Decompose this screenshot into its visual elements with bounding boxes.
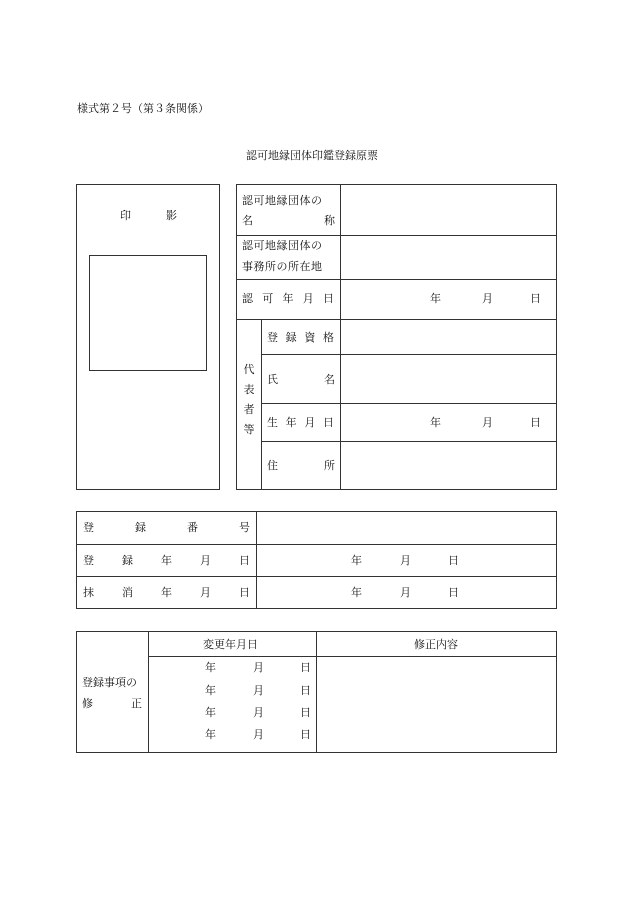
registration-col-divider: [256, 511, 257, 609]
representative-label-char: 等: [243, 423, 255, 436]
approval-date-label-char: 年: [282, 292, 294, 305]
amendment-row-label-line1: 登録事項の: [82, 676, 137, 689]
year-unit: 年: [205, 661, 216, 674]
birth-date-label-char: 月: [304, 416, 316, 429]
registration-number-field[interactable]: [258, 513, 555, 543]
registration-date-field[interactable]: [351, 555, 461, 567]
erase-date-label-char: 抹: [83, 586, 94, 599]
registration-date-label: [83, 555, 250, 566]
erase-date-label: [83, 587, 250, 598]
info-row-divider: [236, 279, 557, 280]
amendment-col-divider: [316, 631, 317, 753]
registration-number-label-char: 号: [239, 521, 250, 534]
registration-date-label-char: 登: [83, 554, 94, 567]
office-label-line2: 事務所の所在地: [242, 260, 323, 273]
page-title: 認可地縁団体印鑑登録原票: [246, 149, 378, 162]
org-name-label-char1: 名: [242, 214, 253, 227]
registration-date-label-char: 年: [161, 554, 172, 567]
rep-name-field[interactable]: [342, 356, 555, 402]
year-unit: 年: [205, 684, 216, 697]
erase-date-label-char: 年: [161, 586, 172, 599]
day-unit: 日: [448, 586, 459, 599]
qualification-label-char: 登: [267, 331, 278, 344]
day-unit: 日: [300, 684, 311, 697]
year-unit: 年: [430, 416, 441, 429]
change-date-field[interactable]: [205, 685, 311, 697]
month-unit: 月: [482, 416, 493, 429]
org-name-label-line1: 認可地縁団体の: [242, 194, 323, 207]
year-unit: 年: [430, 292, 441, 305]
registration-number-label-char: 録: [135, 521, 146, 534]
representative-label-char: 代: [243, 363, 255, 376]
seal-label-1: 印: [120, 209, 131, 222]
qualification-label-char: 格: [322, 331, 334, 344]
month-unit: 月: [253, 661, 264, 674]
qualification-field[interactable]: [342, 321, 555, 353]
info-row-divider: [236, 319, 557, 320]
day-unit: 日: [530, 292, 541, 305]
qualification-label-char: 資: [304, 331, 316, 344]
day-unit: 日: [530, 416, 541, 429]
registration-row-divider: [76, 544, 557, 545]
amendment-row-label-char1: 修: [82, 697, 93, 710]
day-unit: 日: [300, 706, 311, 719]
day-unit: 日: [448, 554, 459, 567]
approval-date-label-char: 可: [262, 292, 274, 305]
info-row-divider: [261, 441, 557, 442]
month-unit: 月: [482, 292, 493, 305]
info-row-divider: [261, 354, 557, 355]
erase-date-field[interactable]: [351, 587, 461, 599]
erase-date-label-char: 日: [239, 586, 250, 599]
rep-name-label-char2: 名: [324, 373, 335, 386]
org-name-label-char2: 称: [324, 214, 335, 227]
year-unit: 年: [351, 586, 362, 599]
content-header: 修正内容: [414, 638, 458, 651]
approval-date-label-char: 認: [242, 292, 253, 305]
form-number: 様式第２号（第３条関係）: [77, 102, 209, 115]
month-unit: 月: [400, 586, 411, 599]
representative-label-char: 表: [243, 383, 255, 396]
approval-date-label: [242, 293, 334, 304]
amendment-row-label-char2: 正: [131, 697, 142, 710]
month-unit: 月: [253, 706, 264, 719]
seal-label-2: 影: [166, 209, 177, 222]
change-date-field[interactable]: [205, 707, 311, 719]
registration-date-label-char: 録: [122, 554, 133, 567]
change-date-field[interactable]: [205, 729, 311, 741]
amendment-header-divider: [148, 656, 557, 657]
approval-date-label-char: 月: [302, 292, 314, 305]
birth-date-label: [267, 417, 334, 428]
year-unit: 年: [205, 706, 216, 719]
registration-number-label: [83, 522, 250, 533]
day-unit: 日: [300, 728, 311, 741]
qualification-label: [267, 332, 334, 343]
month-unit: 月: [253, 684, 264, 697]
address-label-char2: 所: [324, 459, 335, 472]
qualification-label-char: 録: [285, 331, 297, 344]
year-unit: 年: [205, 728, 216, 741]
representative-label: [243, 362, 255, 438]
day-unit: 日: [300, 661, 311, 674]
address-field[interactable]: [342, 443, 555, 488]
approval-date-label-char: 日: [323, 292, 334, 305]
birth-date-field[interactable]: [430, 417, 550, 429]
office-label-line1: 認可地縁団体の: [242, 239, 323, 252]
change-date-header: 変更年月日: [203, 638, 258, 651]
approval-date-field[interactable]: [430, 293, 550, 305]
registration-number-label-char: 番: [187, 521, 198, 534]
month-unit: 月: [400, 554, 411, 567]
registration-row-divider: [76, 576, 557, 577]
amendment-col-divider: [148, 631, 149, 753]
info-table-col-divider: [340, 184, 341, 490]
org-name-field[interactable]: [342, 186, 555, 234]
seal-impression-box[interactable]: [89, 255, 207, 371]
registration-date-label-char: 日: [239, 554, 250, 567]
registration-date-label-char: 月: [200, 554, 211, 567]
month-unit: 月: [253, 728, 264, 741]
rep-name-label-char1: 氏: [267, 373, 278, 386]
office-location-field[interactable]: [342, 237, 555, 278]
birth-date-label-char: 生: [267, 416, 278, 429]
erase-date-label-char: 月: [200, 586, 211, 599]
registration-number-label-char: 登: [83, 521, 94, 534]
erase-date-label-char: 消: [122, 586, 133, 599]
amendment-content-field[interactable]: [318, 658, 555, 751]
representative-label-char: 者: [243, 403, 255, 416]
year-unit: 年: [351, 554, 362, 567]
info-row-divider: [261, 403, 557, 404]
birth-date-label-char: 年: [285, 416, 297, 429]
birth-date-label-char: 日: [322, 416, 334, 429]
change-date-field[interactable]: [205, 662, 311, 674]
representative-divider: [261, 319, 262, 490]
address-label-char1: 住: [267, 459, 278, 472]
info-row-divider: [236, 235, 557, 236]
